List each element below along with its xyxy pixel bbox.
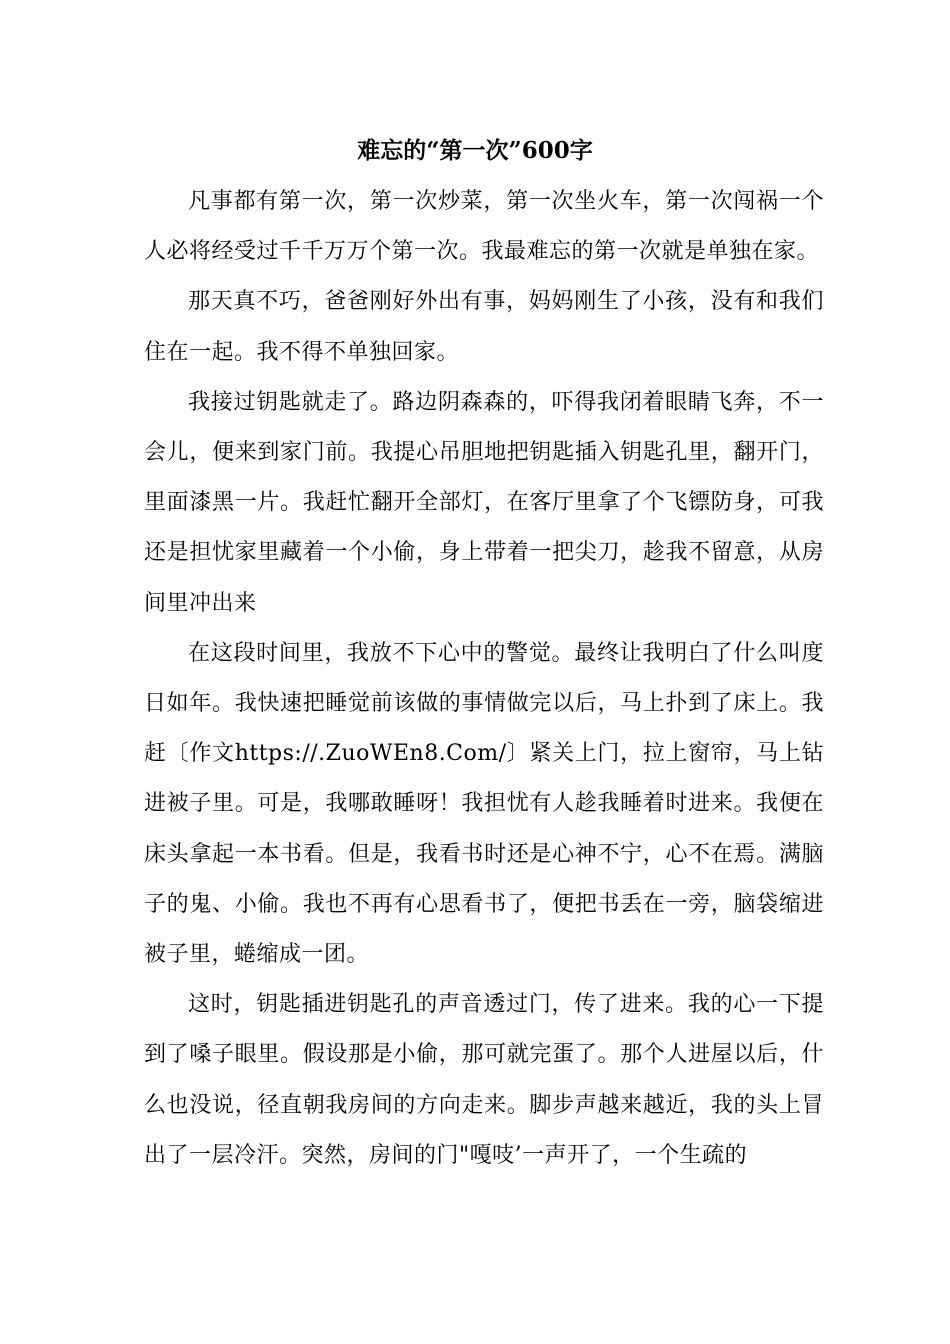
paragraph: 在这段时间里，我放不下心中的警觉。最终让我明白了什么叫度日如年。我快速把睡觉前该做的事情做完以后，马上扑到了床上。我赶〔作文https://.ZuoWEn8.Com/〕紧关上门，拉上窗帘，马上钻进被子里。可是，我哪敢睡呀！我担忧有人趁我睡着时进来。我便在床头拿起一本书看。但是，我看书时还是心神不宁，心不在焉。满脑子的鬼、小偷。我也不再有心思看书了，便把书丢在一旁，脑袋缩进被子里，蜷缩成一团。 bbox=[144, 640, 824, 968]
paragraph: 凡事都有第一次，第一次炒菜，第一次坐火车，第一次闯祸一个人必将经受过千千万万个第一次。我最难忘的第一次就是单独在家。 bbox=[144, 189, 824, 265]
paragraph: 那天真不巧，爸爸刚好外出有事，妈妈刚生了小孩，没有和我们住在一起。我不得不单独回家。 bbox=[144, 289, 824, 365]
paragraph: 我接过钥匙就走了。路边阴森森的，吓得我闭着眼睛飞奔，不一会儿，便来到家门前。我提心吊胆地把钥匙插入钥匙孔里，翻开门，里面漆黑一片。我赶忙翻开全部灯，在客厅里拿了个飞镖防身，可我还是担忧家里藏着一个小偷，身上带着一把尖刀，趁我不留意，从房间里冲出来 bbox=[144, 389, 824, 616]
document-title: 难忘的“第一次”600字 bbox=[357, 137, 593, 164]
paragraph: 这时，钥匙插进钥匙孔的声音透过门，传了进来。我的心一下提到了嗓子眼里。假设那是小偷，那可就完蛋了。那个人进屋以后，什么也没说，径直朝我房间的方向走来。脚步声越来越近，我的头上冒出了一层冷汗。突然，房间的门"嘎吱’一声开了，一个生疏的 bbox=[144, 992, 824, 1168]
document-body bbox=[144, 177, 824, 1181]
